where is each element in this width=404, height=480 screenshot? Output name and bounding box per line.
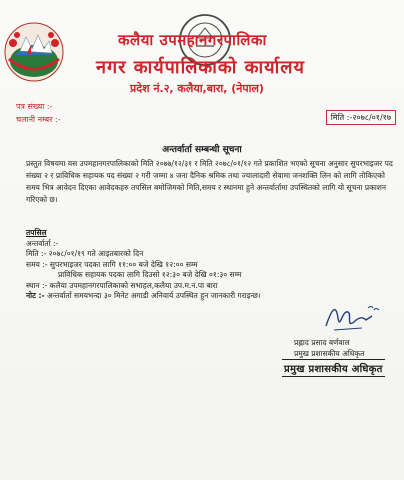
designation-stamp: प्रमुख प्रशासकीय अधिकृत: [282, 359, 385, 377]
interview-details: [26, 228, 396, 302]
signatory-title: प्रमुख प्रशासकीय अधिकृत: [294, 349, 365, 358]
interview-date: मिति :- २०७८/०१/१९ गते आइतबारको दिन: [26, 249, 144, 258]
chalani-number-label: चलानी नम्बर :-: [16, 115, 61, 124]
interview-time-supervisor: समय :- सुपरभाइजर पदका लागि ११:०० बजे देखि १२:०० सम्म: [26, 259, 198, 269]
details-heading: तपसिल: [26, 228, 47, 237]
note-text: अन्तर्वार्ता समयभन्दा ३० मिनेट अगाडी अनिवार्य उपस्थित हुन जानकारी गराइन्छ।: [47, 291, 261, 300]
interview-label: अन्तर्वार्ता :-: [26, 238, 59, 248]
nepal-emblem-icon: [3, 21, 65, 83]
date-box: मिति :-२०७८/०१/१७: [326, 110, 396, 125]
signatory-name: प्रह्लाद प्रसाद बर्णवाल: [294, 338, 350, 347]
interview-time-technical: प्राविधिक सहायक पदका लागि दिउसो १२:३० बजे देखि ०१:३० सम्म: [58, 270, 242, 279]
handwritten-signature: [322, 300, 384, 336]
notice-subject: अन्तर्वार्ता सम्बन्धी सूचना: [162, 145, 242, 155]
note-label: नोट :-: [26, 291, 45, 300]
letterhead-address: प्रदेश नं.२, कलैया,बारा, (नेपाल): [130, 82, 264, 95]
signatory-block: [294, 337, 404, 359]
patra-sankhya-label: पत्र संख्या :-: [16, 102, 53, 111]
letterhead-office-name: नगर कार्यपालिकाको कार्यालय: [96, 57, 305, 78]
notice-body: प्रस्तुत विषयमा यस उपमहानगरपालिकाको मिति २०७७/१२/३१ र मिति २०७८/०१/१२ गते प्रकाशित भएको सूचना अनुसार सुपरभाइजर पद संख्या २ र प्राविधिक सहायक पद संख्या २ गरी जम्मा ४ जना दैनिक श्रमिक तथा ज्यालादारी सेवामा जनशक्ति लिन को लागि तोकिएको समय भित्र आवेदन दिएका आवेदकहरु तपसिल बमोजिमको मिति,समय र स्थानमा हुने अन्तर्वार्तामा उपस्थितको लागि यो सूचना प्रकाशन गरिएको छ।: [26, 159, 393, 204]
interview-venue: स्थान :- कलैया उपमहानगरपालिकाको सभाहल,कलैया उप.म.न.पा बारा: [26, 280, 218, 290]
letterhead-municipality-name: कलैया उपमहानगरपालिका: [118, 31, 267, 49]
